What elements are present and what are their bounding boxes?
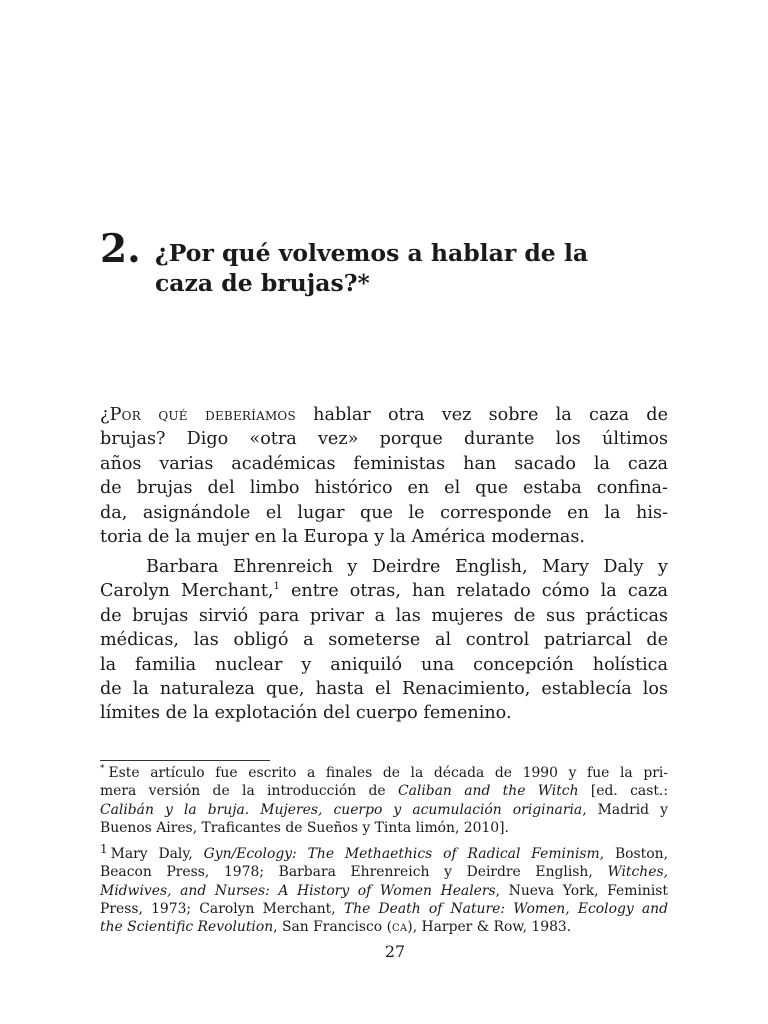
footnote-reference[interactable]: 1: [273, 581, 280, 593]
opening-small-caps: ¿Por qué deberíamos: [100, 405, 296, 425]
book-title: the Scientific Revolution: [100, 919, 274, 936]
footnote-mark: 1: [100, 841, 108, 856]
paragraph-line: Carolyn Merchant,$^1$ entre otras, han relatado cómo la caza: [100, 581, 668, 602]
footnote-line: 1 Mary Daly, Gyn/Ecology: The Methaethics of Radical Feminism, Boston,: [100, 841, 668, 863]
chapter-title-line: caza de brujas?*: [155, 269, 370, 297]
footnote-mark: *: [100, 764, 105, 775]
chapter-title-line: ¿Por qué volvemos a hablar de la: [155, 239, 589, 267]
book-title: Gyn/Ecology: The Methaethics of Radical Feminism: [203, 846, 600, 863]
page-number: 27: [384, 942, 406, 961]
chapter-title: [155, 238, 675, 298]
footnote-line: Press, 1973; Carolyn Merchant, The Death of Nature: Women, Ecology and: [100, 901, 668, 918]
paragraph-line: límites de la explotación del cuerpo femenino.: [100, 703, 512, 724]
paragraph-line: Barbara Ehrenreich y Deirdre English, Mary Daly y: [146, 557, 668, 577]
footnote-line: Midwives, and Nurses: A History of Women Healers, Nueva York, Feminist: [100, 882, 668, 899]
paragraph-line: brujas? Digo «otra vez» porque durante los últimos: [100, 429, 668, 450]
book-title: Midwives, and Nurses: A History of Women Healers: [100, 882, 496, 899]
paragraph-1: [100, 403, 668, 549]
book-title: Caliban and the Witch: [397, 783, 579, 800]
paragraph-line: da, asignándole el lugar que le corresponde en la his-: [100, 502, 668, 523]
footnote-line: the Scientific Revolution, San Francisco (ca), Harper & Row, 1983.: [100, 919, 572, 936]
book-title: Calibán y la bruja. Mujeres, cuerpo y acumulación originaria: [100, 801, 583, 818]
footnote-line: mera versión de la introducción de Caliban and the Witch [ed. cast.:: [100, 783, 669, 800]
paragraph-line: de brujas sirvió para privar a las mujeres de sus prácticas: [100, 605, 668, 626]
footnotes: [100, 764, 668, 945]
footnote-line: Calibán y la bruja. Mujeres, cuerpo y acumulación originaria, Madrid y: [100, 801, 668, 818]
paragraph-line: de la naturaleza que, hasta el Renacimiento, establecía los: [100, 679, 668, 700]
paragraph-line: de brujas del limbo histórico en el que estaba confina-: [100, 478, 668, 499]
paragraph-line: la familia nuclear y aniquiló una concepción holística: [100, 654, 668, 675]
paragraph-2: [100, 555, 668, 726]
footnote-divider: [100, 760, 270, 761]
book-title: Witches,: [607, 864, 668, 881]
paragraph-line: médicas, las obligó a someterse al control patriarcal de: [100, 630, 668, 651]
footnote-line: Beacon Press, 1978; Barbara Ehrenreich y Deirdre English, Witches,: [100, 864, 668, 881]
footnote-star: [100, 764, 668, 837]
footnote-line: * Este artículo fue escrito a finales de la década de 1990 y fue la pri-: [100, 764, 668, 781]
paragraph-line: ¿Por qué deberíamos hablar otra vez sobre la caza de: [100, 405, 668, 425]
footnote-line: Buenos Aires, Traficantes de Sueños y Tinta limón, 2010].: [100, 819, 509, 836]
paragraph-line: años varias académicas feministas han sacado la caza: [100, 453, 668, 474]
chapter-number: 2.: [100, 226, 141, 272]
footnote-1: [100, 841, 668, 936]
book-title: The Death of Nature: Women, Ecology and: [343, 901, 668, 918]
paragraph-line: toria de la mujer en la Europa y la América modernas.: [100, 527, 586, 548]
